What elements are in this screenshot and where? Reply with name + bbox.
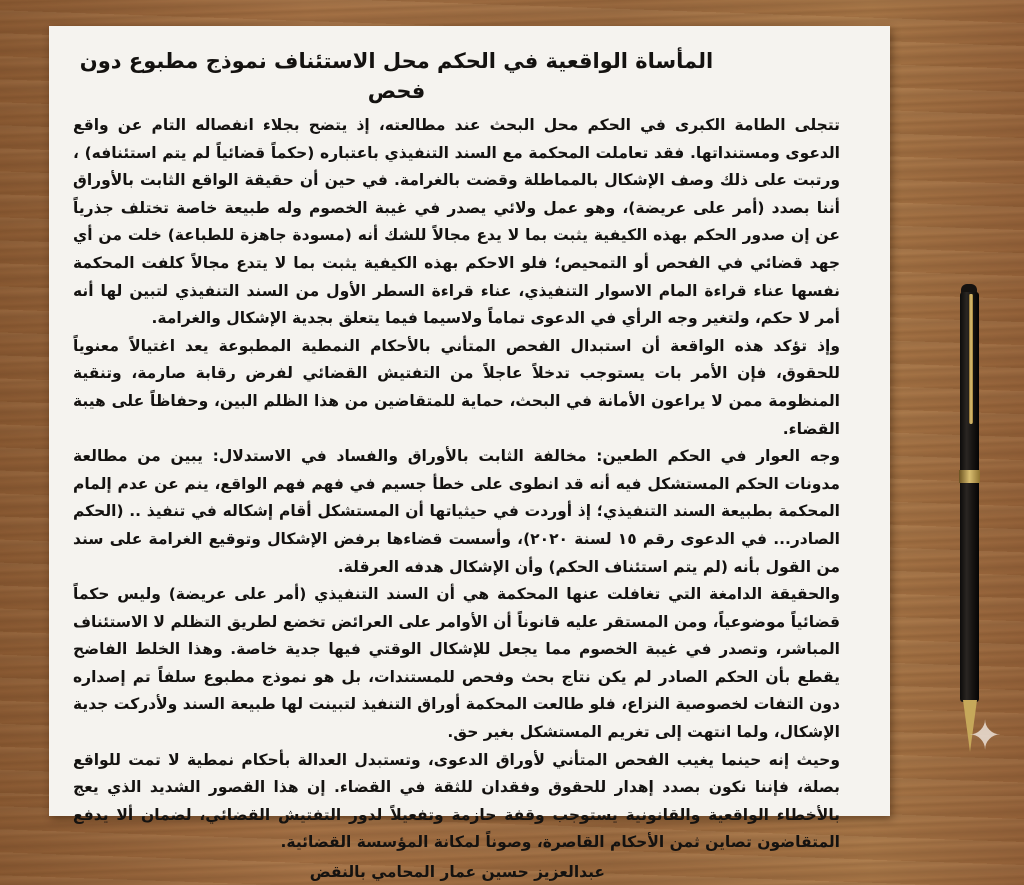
pen-icon xyxy=(958,284,982,754)
sparkle-icon: ✦ xyxy=(968,713,1002,759)
paragraph-2: وإذ تؤكد هذه الواقعة أن استبدال الفحص المتأني بالأحكام النمطية المطبوعة يعد اغتيالاً معنوياً للحقوق، فإن الأمر بات يستوجب تدخلاً عاجلاً من التفتيش القضائي لفرض رقابة صارمة، وتنقية المنظومة ممن لا يراعون الأمانة في البحث، حماية للمتقاضين من هذا الظلم البين، وحفاظاً على هيبة القضاء. xyxy=(73,336,840,438)
signature: عبدالعزيز حسين عمار المحامي بالنقض xyxy=(309,863,605,882)
document-title: المأساة الواقعية في الحكم محل الاستئناف نموذج مطبوع دون فحص xyxy=(79,49,714,103)
pen-clip xyxy=(969,294,973,424)
paragraph-4: والحقيقة الدامغة التي تغافلت عنها المحكمة هي أن السند التنفيذي (أمر على عريضة) وليس حكماً قضائياً موضوعياً، ومن المستقر عليه قانوناً أن الأوامر على العرائض تخضع لطريق التظلم لا الاستئناف المباشر، وتصدر في غيبة الخصوم مما يجعل للإشكال الوقتي فيها جدية خاصة. وهذا الخلط الفاضح يقطع بأن الحكم الصادر لم يكن نتاج بحث وفحص للمستندات، بل هو نموذج مطبوع سلفاً تم إصداره دون التفات لخصوصية النزاع، فلو طالعت المحكمة أوراق التنفيذ لتبينت لها طبيعة السند ولأدركت جدية الإشكال، ولما انتهت إلى تغريم المستشكل بغير حق. xyxy=(73,585,840,742)
paragraph-5: وحيث إنه حينما يغيب الفحص المتأني لأوراق الدعوى، وتستبدل العدالة بأحكام نمطية لا تمت للواقع بصلة، فإننا نكون بصدد إهدار للحقوق وفقدان للثقة في القضاء. إن هذا القصور الشديد الذي يعج بالأخطاء الواقعية والقانونية يستوجب وقفة حازمة وتفعيلاً لدور التفتيش القضائي، لضمان ألا يدفع المتقاضون تصاين ثمن الأحكام القاصرة، وصوناً لمكانة المؤسسة القضائية. xyxy=(73,750,840,852)
paragraph-3: وجه العوار في الحكم الطعين: مخالفة الثابت بالأوراق والفساد في الاستدلال: يبين من مطالعة مدونات الحكم المستشكل فيه أنه قد انطوى على خطأ جسيم في فهم فهم الواقع، ينم عن عدم إلمام المحكمة بطبيعة السند التنفيذي؛ إذ أوردت في حيثياتها أن المستشكل أقام إشكاله في تنفيذ .. (الحكم الصادر... في الدعوى رقم ١٥ لسنة ٢٠٢٠)، وأسست قضاءها برفض الإشكال وتوقيع الغرامة على سند من القول بأنه (لم يتم استئناف الحكم) وأن الإشكال هدفه العرقلة. xyxy=(73,447,840,576)
pen-ring xyxy=(959,470,980,483)
document-page xyxy=(49,26,890,882)
paragraph-1: تتجلى الطامة الكبرى في الحكم محل البحث عند مطالعته، إذ يتضح بجلاء انفصاله التام عن واقع الدعوى ومستنداتها. فقد تعاملت المحكمة مع السند التنفيذي باعتباره (حكماً قضائياً لم يتم استئنافه) ، ورتبت على ذلك وصف الإشكال بالمماطلة وقضت بالغرامة. في حين أن حقيقة الواقع الثابت بالأوراق أننا بصدد (أمر على عريضة)، وهو عمل ولائي يصدر في غيبة الخصوم وله طبيعة خاصة تختلف جذرياً عن إن صدور الحكم بهذه الكيفية يثبت بما لا يدع مجالاً للشك أنه (مسودة جاهزة للطباعة) خلت من أي جهد قضائي في الفحص أو التمحيص؛ فلو الاحكم بهذه الكيفية يثبت بما لا يتدع مجالاً كلفت المحكمة نفسها عناء قراءة المام الاسوار التنفيذي، عناء قراءة السطر الأول من السند التنفيذي لتبين لها أنه أمر لا حكم، ولتغير وجه الرأي في الدعوى تماماً ولاسيما فيما يتعلق بجدية الإشكال والغرامة. xyxy=(73,116,840,328)
